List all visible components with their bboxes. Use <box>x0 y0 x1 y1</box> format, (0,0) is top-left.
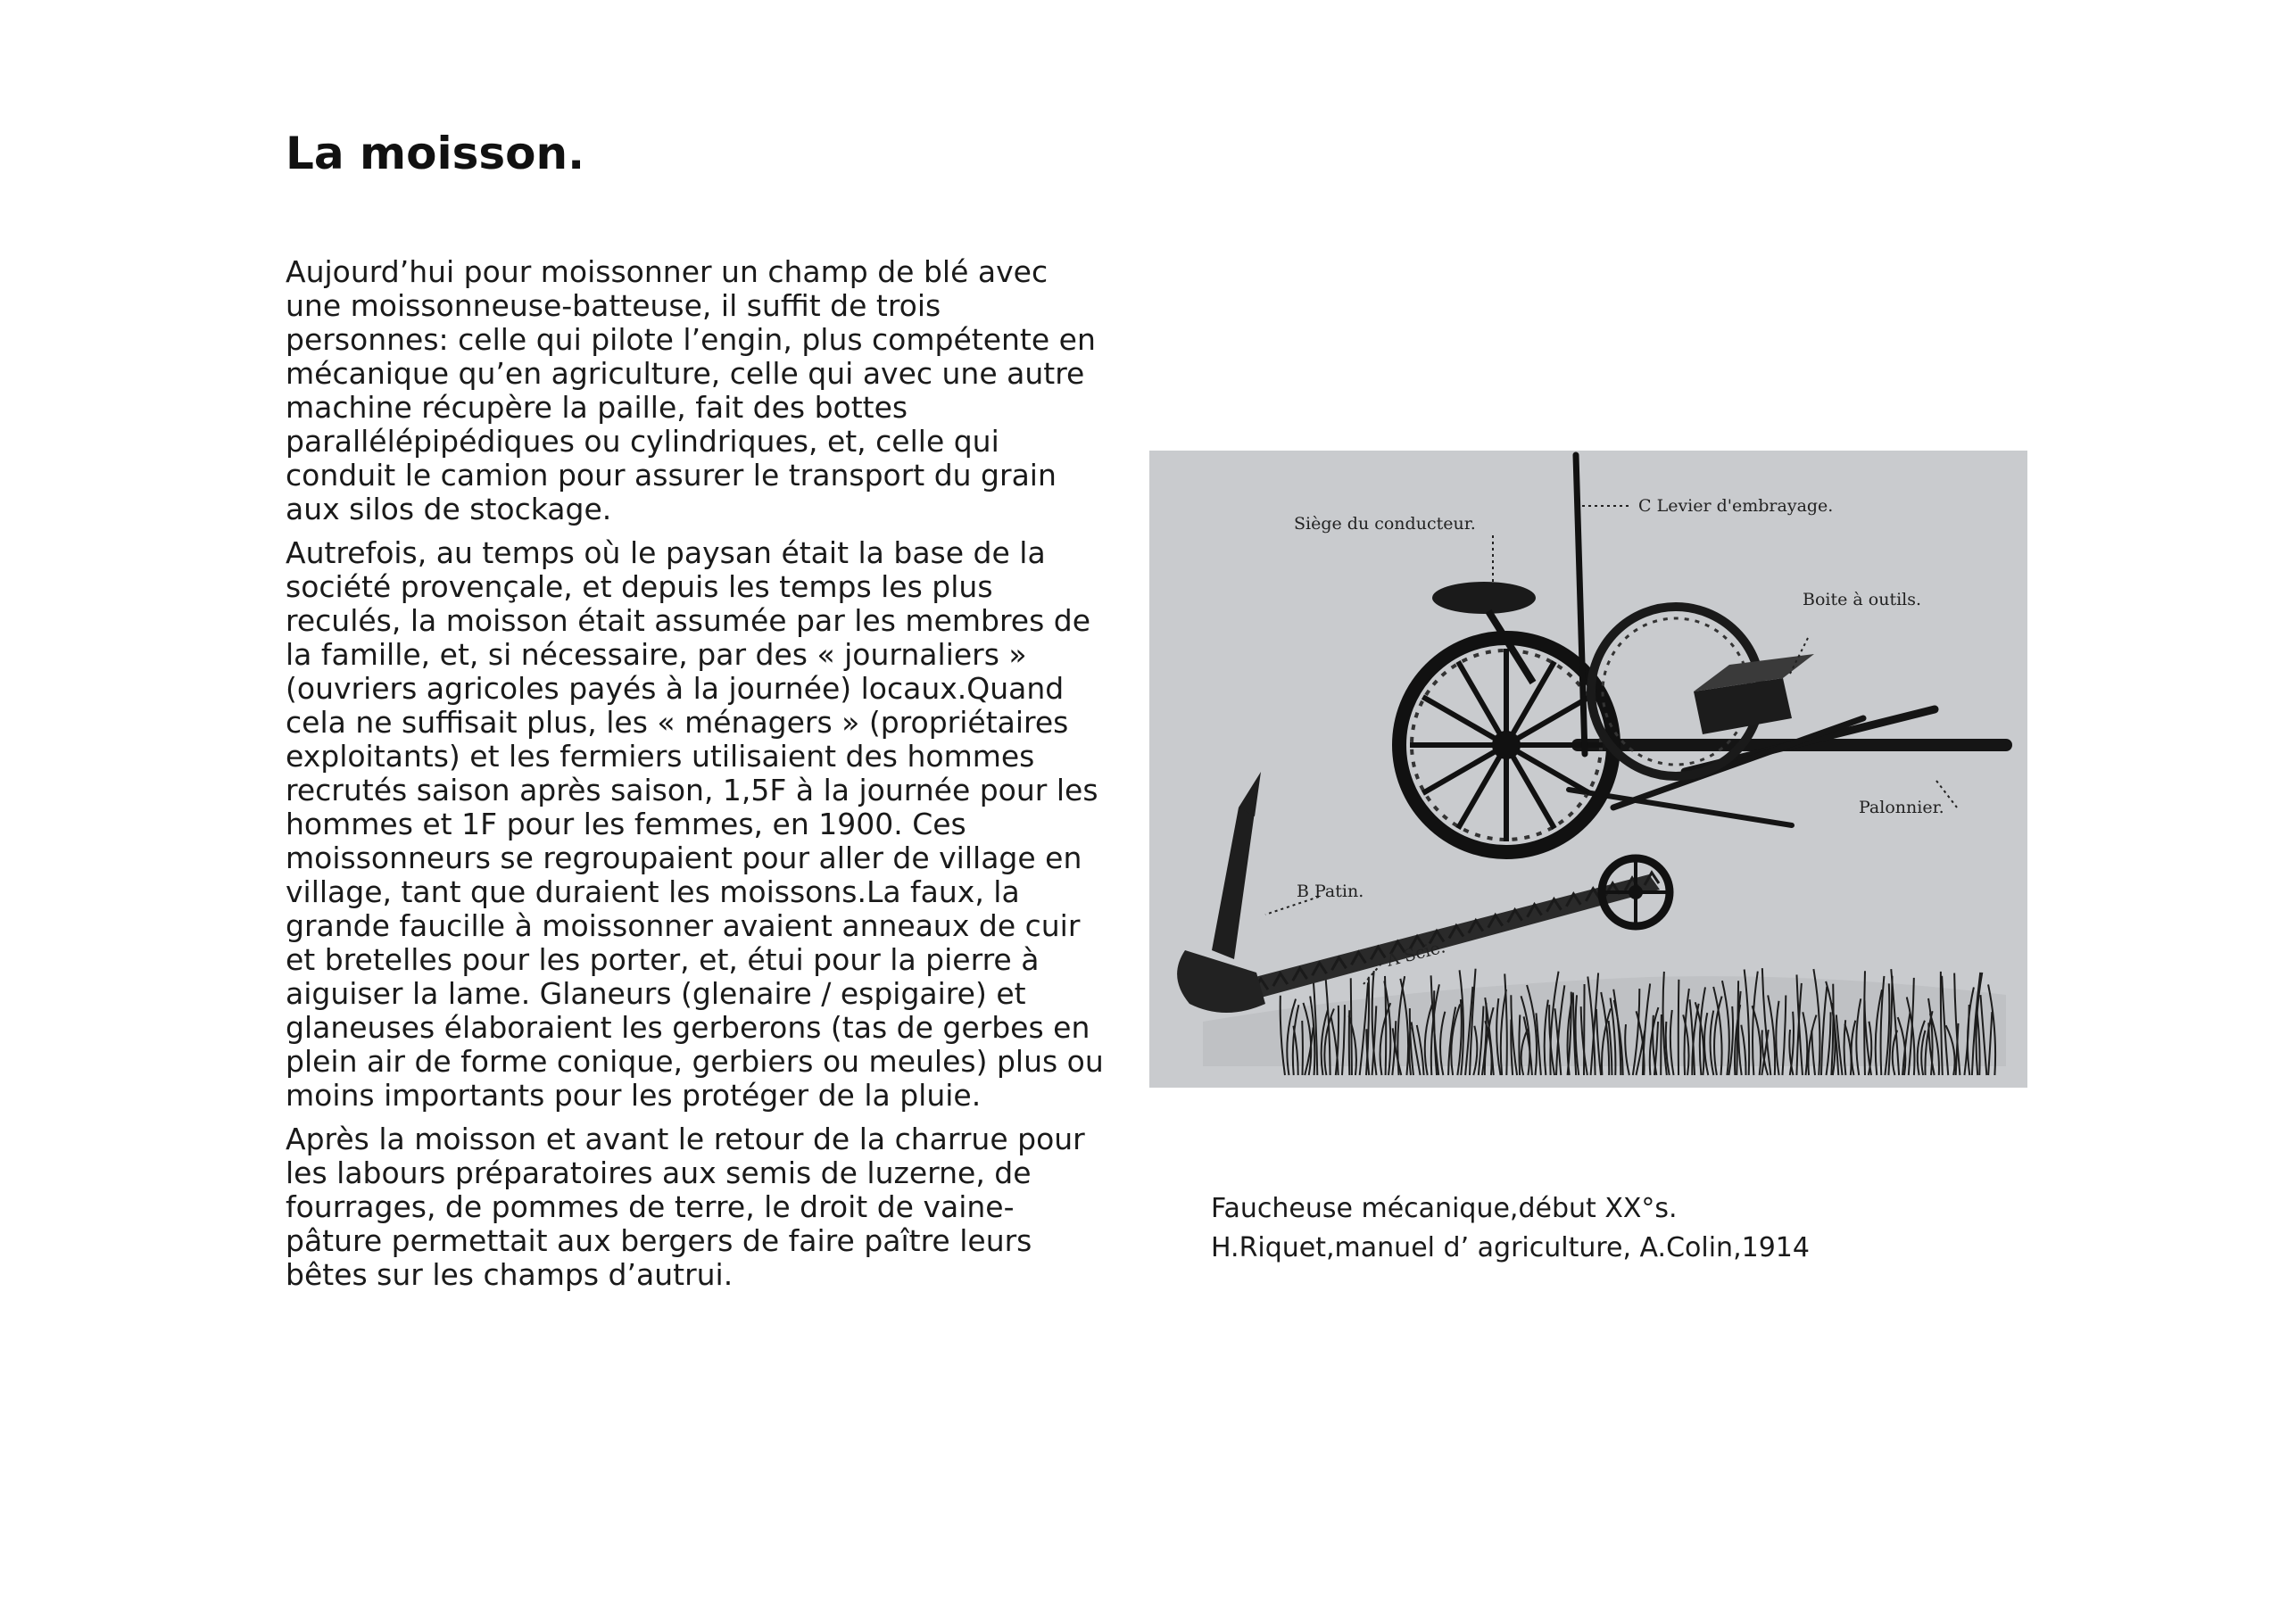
grass-blade <box>1302 1021 1303 1075</box>
tool-box <box>1694 654 1814 734</box>
small-wheel <box>1602 858 1670 926</box>
grass-blade <box>1661 1014 1662 1075</box>
grass-field <box>1203 968 2006 1075</box>
label-scie: A Scie. <box>1384 937 1448 971</box>
label-palonnier: Palonnier. <box>1859 798 1944 817</box>
label-patin: B Patin. <box>1297 882 1364 901</box>
paragraph-today: Aujourd’hui pour moissonner un champ de blé avec une moissonneuse-batteuse, il suffit de trois personnes: celle qui pilote l’engin, plus compétente en mécanique qu’en agriculture, celle qui avec une autre machine récupère la paille, fait des bottes parallélépipédiques ou cylindriques, et, celle qui conduit le camion pour assurer le transport du grain aux silos de stockage. <box>286 254 1096 526</box>
body-text <box>286 255 1107 1302</box>
grass-blade <box>1519 1014 1520 1075</box>
caption-line-2: H.Riquet,manuel d’ agriculture, A.Colin,1914 <box>1211 1232 1810 1263</box>
page-title: La moisson. <box>286 128 585 179</box>
grass-blade <box>1678 980 1679 1075</box>
figure-caption <box>1211 1189 1810 1268</box>
label-toolbox: Boite à outils. <box>1803 590 1922 609</box>
mower-engraving <box>1149 451 2027 1088</box>
caption-line-1: Faucheuse mécanique,début XX°s. <box>1211 1193 1678 1224</box>
paragraph-after-harvest: Après la moisson et avant le retour de la charrue pour les labours préparatoires aux semis de luzerne, de fourrages, de pommes de terre, le droit de vaine-pâture permettait aux bergers de faire paître leurs bêtes sur les champs d’autrui. <box>286 1122 1085 1292</box>
label-seat: Siège du conducteur. <box>1294 514 1476 534</box>
label-lever: C Levier d'embrayage. <box>1638 496 1834 516</box>
mower-illustration <box>1149 451 2027 1088</box>
clutch-lever <box>1576 455 1585 754</box>
paragraph-past: Autrefois, au temps où le paysan était la base de la société provençale, et depuis les temps les plus reculés, la moisson était assumée par les membres de la famille, et, si nécessaire, par des « journaliers » (ouvriers agricoles payés à la journée) locaux.Quand cela ne suffisait plus, les « ménagers » (propriétaires exploitants) et les fermiers utilisaient des hommes recrutés saison après saison, 1,5F à la journée pour les hommes et 1F pour les femmes, en 1900. Ces moissonneurs se regroupaient pour aller de village en village, tant que duraient les moissons.La faux, la grande faucille à moissonner avaient anneaux de cuir et bretelles pour les porter, et, étui pour la pierre à aiguiser la lame. Glaneurs (glenaire / espigaire) et glaneuses élaboraient les gerberons (tas de gerbes en plein air de forme conique, gerbiers ou meules) plus ou moins importants pour les protéger de la pluie. <box>286 535 1104 1113</box>
